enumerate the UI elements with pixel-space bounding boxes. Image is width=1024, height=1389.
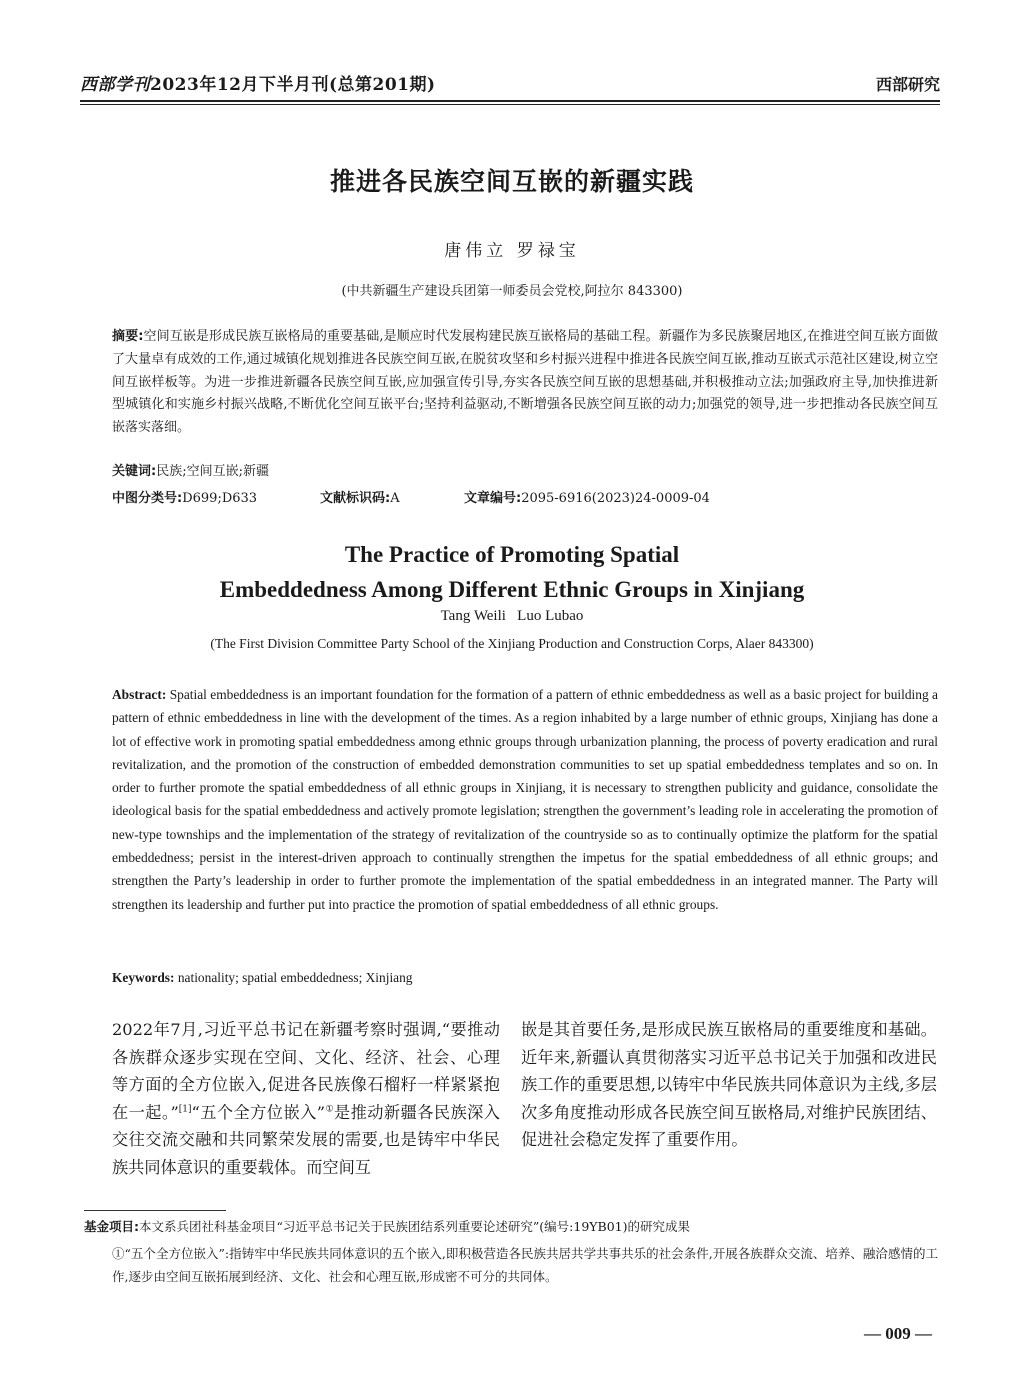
english-authors: Tang Weili Luo Lubao	[440, 608, 584, 624]
body-column-left	[84, 1016, 500, 1181]
chinese-keywords	[112, 460, 269, 479]
body-left-text-3: 是推动新疆各民族深入交往交流交融和共同繁荣发展的需要,也是铸牢中华民族共同体意识的重要载体。而空间互	[112, 1102, 500, 1177]
english-keywords-text: nationality; spatial embeddedness; Xinjiang	[177, 970, 413, 985]
running-header	[80, 70, 940, 98]
page-number: — 009 —	[864, 1324, 932, 1343]
article-no-value: 2095-6916(2023)24-0009-04	[521, 491, 710, 506]
english-abstract-text: Spatial embeddedness is an important foundation for the formation of a pattern of ethnic embeddedness as well as a basic project for building a pattern of ethnic embeddedness in line with the development of the times. As a region inhabited by a large number of ethnic groups, Xinjiang has done a lot of effective work in promoting spatial embeddedness among ethnic groups through urbanization planning, the process of poverty eradication and rural revitalization, and the promotion of the construction of embedded demonstration communities to set up spatial embeddedness templates and so on. In order to further promote the spatial embeddedness of all ethnic groups in Xinjiang, it is necessary to strengthen publicity and guidance, consolidate the ideological basis for the spatial embeddedness and actively promote legislation; strengthen the government’s leading role in accelerating the promotion of new-type townships and the implementation of the strategy of revitalization of the countryside so as to continually optimize the platform for the spatial embeddedness; persist in the interest-driven approach to continually strengthen the impetus for the spatial embeddedness of all ethnic groups; and strengthen the Party’s leadership in order to further promote the implementation of the spatial embeddedness in an integrated manner. The Party will strengthen its leadership and further put into practice the promotion of spatial embeddedness of all ethnic groups.	[112, 687, 938, 912]
fund-text: 本文系兵团社科基金项目“习近平总书记关于民族团结系列重要论述研究”(编号:19YB01)的研究成果	[139, 1219, 690, 1234]
article-number	[464, 487, 710, 506]
english-title-line1: The Practice of Promoting Spatial	[344, 542, 680, 567]
english-keywords	[112, 970, 413, 986]
chinese-abstract-label: 摘要:	[112, 329, 144, 344]
clc-number	[112, 487, 257, 506]
chinese-keywords-label: 关键词:	[112, 464, 157, 479]
body-column-right: 嵌是其首要任务,是形成民族互嵌格局的重要维度和基础。近年来,新疆认真贯彻落实习近平总书记关于加强和改进民族工作的重要思想,以铸牢中华民族共同体意识为主线,多层次多角度推动形成各民族空间互嵌格局,对维护民族团结、促进社会稳定发挥了重要作用。	[521, 1020, 937, 1149]
reference-marker: [1]	[178, 1104, 192, 1115]
header-rule-thin	[80, 104, 940, 105]
chinese-abstract	[84, 326, 938, 440]
body-left-text-1: 2022年7月,习近平总书记在新疆考察时强调,“要推动各族群众逐步实现在空间、文化、经济、社会、心理等方面的全方位嵌入,促进各民族像石榴籽一样紧紧抱在一起。”	[112, 1020, 500, 1122]
article-no-label: 文章编号:	[464, 491, 522, 506]
footnote-1: ①“五个全方位嵌入”:指铸牢中华民族共同体意识的五个嵌入,即积极营造各民族共居共学共事共乐的社会条件,开展各族群众交流、培养、融洽感情的工作,逐步由空间互嵌拓展到经济、文化、社会和心理互嵌,形成密不可分的共同体。	[112, 1246, 938, 1284]
chinese-authors: 唐伟立 罗禄宝	[444, 241, 580, 261]
document-code	[320, 487, 400, 506]
body-left-text-2: “五个全方位嵌入”	[191, 1102, 326, 1122]
fund-label: 基金项目:	[84, 1219, 139, 1234]
chinese-title: 推进各民族空间互嵌的新疆实践	[329, 167, 694, 196]
clc-value: D699;D633	[182, 491, 258, 506]
english-abstract	[84, 683, 938, 916]
english-abstract-label: Abstract:	[112, 687, 167, 702]
section-name: 西部研究	[875, 75, 940, 94]
header-rule	[80, 100, 940, 102]
footnote-rule	[84, 1210, 226, 1211]
doccode-value: A	[390, 491, 400, 506]
chinese-affiliation: (中共新疆生产建设兵团第一师委员会党校,阿拉尔 843300)	[341, 284, 683, 299]
journal-issue	[80, 70, 436, 95]
chinese-keywords-text: 民族;空间互嵌;新疆	[156, 464, 269, 479]
journal-name: 西部学刊	[80, 75, 150, 95]
issue-info: 2023年12月下半月刊(总第201期)	[150, 75, 436, 95]
fund-note	[84, 1216, 938, 1237]
chinese-abstract-text: 空间互嵌是形成民族互嵌格局的重要基础,是顺应时代发展构建民族互嵌格局的基础工程。新疆作为多民族聚居地区,在推进空间互嵌方面做了大量卓有成效的工作,通过城镇化规划推进各民族空间互嵌,在脱贫攻坚和乡村振兴进程中推进各民族空间互嵌,推动互嵌式示范社区建设,树立空间互嵌样板等。为进一步推进新疆各民族空间互嵌,应加强宣传引导,夯实各民族空间互嵌的思想基础,并积极推动立法;加强政府主导,加快推进新型城镇化和实施乡村振兴战略,不断优化空间互嵌平台;坚持利益驱动,不断增强各民族空间互嵌的动力;加强党的领导,进一步把推动各民族空间互嵌落实落细。	[112, 329, 938, 436]
english-affiliation: (The First Division Committee Party School of the Xinjiang Production and Construction Corps, Alaer 843300)	[210, 636, 814, 651]
clc-label: 中图分类号:	[112, 491, 183, 506]
english-title	[0, 537, 1024, 607]
english-keywords-label: Keywords:	[112, 970, 175, 985]
footnote-marker: ①	[325, 1104, 334, 1115]
doccode-label: 文献标识码:	[320, 491, 391, 506]
english-title-line2: Embeddedness Among Different Ethnic Groups in Xinjiang	[219, 577, 805, 602]
